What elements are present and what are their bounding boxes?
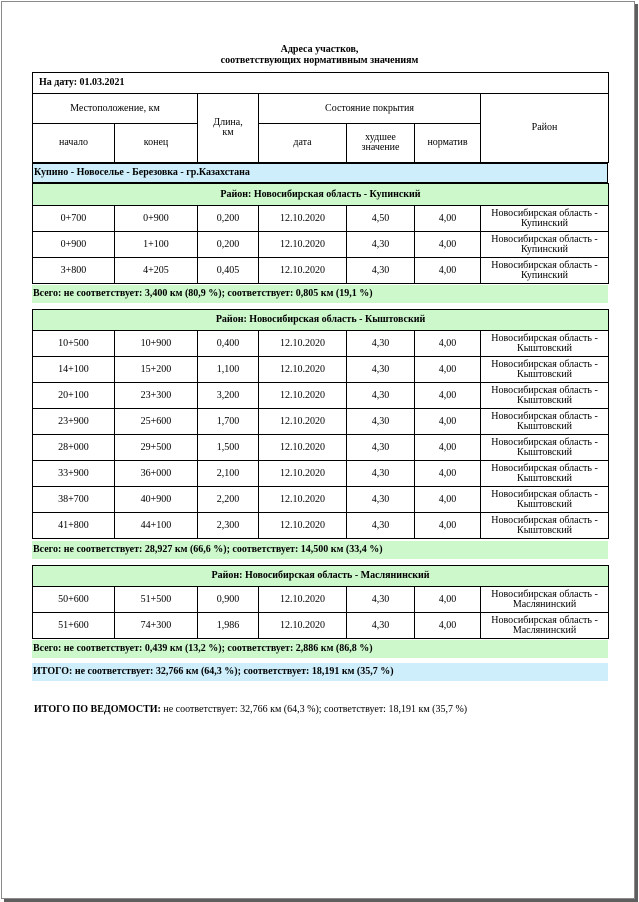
header-table — [32, 72, 609, 163]
cell-date: 12.10.2020 — [259, 487, 347, 513]
cell-start: 51+600 — [33, 613, 115, 639]
cell-district-line: Новосибирская область - — [491, 358, 598, 370]
section-summary: Всего: не соответствует: 0,439 км (13,2 %); соответствует: 2,886 км (86,8 %) — [32, 640, 608, 658]
cell-district-line: Новосибирская область - — [491, 332, 598, 344]
table-row — [33, 206, 609, 232]
cell-worst: 4,30 — [347, 232, 415, 258]
cell-norm: 4,00 — [415, 206, 481, 232]
cell-end: 29+500 — [115, 435, 198, 461]
cell-worst: 4,30 — [347, 258, 415, 284]
length-header-line1: Длина, — [213, 117, 243, 128]
cell-district-line: Маслянинский — [512, 624, 577, 636]
cell-length: 2,200 — [198, 487, 259, 513]
district-title: Район: Новосибирская область - Маслянинский — [33, 566, 609, 587]
cell-district-line: Кыштовский — [517, 498, 573, 510]
grand-total — [34, 704, 594, 715]
grand-total-text: не соответствует: 32,766 км (64,3 %); соответствует: 18,191 км (35,7 %) — [160, 704, 468, 715]
cell-start: 0+900 — [33, 232, 115, 258]
cell-norm: 4,00 — [415, 613, 481, 639]
cell-length: 0,400 — [198, 331, 259, 357]
table-row — [33, 613, 609, 639]
cell-district-line: Новосибирская область - — [491, 436, 598, 448]
condition-header: Состояние покрытия — [259, 94, 481, 124]
length-header — [198, 94, 259, 163]
cell-end: 25+600 — [115, 409, 198, 435]
cell-date: 12.10.2020 — [259, 331, 347, 357]
cell-district-line: Новосибирская область - — [491, 410, 598, 422]
cell-district — [481, 357, 609, 383]
table-row — [33, 331, 609, 357]
cell-district-line: Кыштовский — [517, 368, 573, 380]
cell-district-line: Новосибирская область - — [491, 488, 598, 500]
table-row — [33, 383, 609, 409]
cell-district — [481, 461, 609, 487]
cell-district-line: Новосибирская область - — [491, 384, 598, 396]
cell-norm: 4,00 — [415, 331, 481, 357]
cell-start: 23+900 — [33, 409, 115, 435]
cell-district-line: Кыштовский — [517, 420, 573, 432]
cell-district-line: Новосибирская область - — [491, 514, 598, 526]
cell-district-line: Купинский — [521, 243, 568, 255]
cell-date: 12.10.2020 — [259, 258, 347, 284]
table-row — [33, 232, 609, 258]
cell-end: 0+900 — [115, 206, 198, 232]
cell-end: 40+900 — [115, 487, 198, 513]
cell-norm: 4,00 — [415, 232, 481, 258]
table-row — [33, 357, 609, 383]
norm-header: норматив — [415, 124, 481, 163]
section-summary: Всего: не соответствует: 28,927 км (66,6 %); соответствует: 14,500 км (33,4 %) — [32, 541, 608, 559]
cell-length: 1,500 — [198, 435, 259, 461]
cell-worst: 4,30 — [347, 435, 415, 461]
cell-district-line: Кыштовский — [517, 394, 573, 406]
table-row — [33, 435, 609, 461]
cell-district-line: Новосибирская область - — [491, 614, 598, 626]
cell-end: 44+100 — [115, 513, 198, 539]
cell-start: 50+600 — [33, 587, 115, 613]
cell-norm: 4,00 — [415, 587, 481, 613]
cell-start: 33+900 — [33, 461, 115, 487]
start-header: начало — [33, 124, 115, 163]
cell-end: 10+900 — [115, 331, 198, 357]
grand-total-label: ИТОГО ПО ВЕДОМОСТИ: — [34, 704, 161, 715]
cell-district-line: Купинский — [521, 217, 568, 229]
cell-end: 15+200 — [115, 357, 198, 383]
cell-district-line: Новосибирская область - — [491, 259, 598, 271]
cell-district-line: Кыштовский — [517, 524, 573, 536]
cell-district — [481, 487, 609, 513]
district-header: Район — [481, 94, 609, 163]
cell-district — [481, 232, 609, 258]
cell-norm: 4,00 — [415, 258, 481, 284]
cell-date: 12.10.2020 — [259, 206, 347, 232]
cell-district — [481, 331, 609, 357]
cell-date: 12.10.2020 — [259, 513, 347, 539]
cell-district-line: Новосибирская область - — [491, 462, 598, 474]
cell-district-line: Маслянинский — [512, 598, 577, 610]
cell-norm: 4,00 — [415, 383, 481, 409]
cell-length: 1,700 — [198, 409, 259, 435]
cell-length: 0,200 — [198, 232, 259, 258]
cell-norm: 4,00 — [415, 461, 481, 487]
cell-district — [481, 613, 609, 639]
cell-district — [481, 587, 609, 613]
cell-length: 2,100 — [198, 461, 259, 487]
cell-length: 1,986 — [198, 613, 259, 639]
cell-norm: 4,00 — [415, 487, 481, 513]
cell-norm: 4,00 — [415, 357, 481, 383]
cell-worst: 4,30 — [347, 461, 415, 487]
cell-worst: 4,30 — [347, 613, 415, 639]
table-row — [33, 258, 609, 284]
document-title-line1: Адреса участков, — [280, 44, 359, 55]
cell-length: 1,100 — [198, 357, 259, 383]
cell-length: 3,200 — [198, 383, 259, 409]
cell-date: 12.10.2020 — [259, 409, 347, 435]
cell-district-line: Кыштовский — [517, 446, 573, 458]
cell-date: 12.10.2020 — [259, 587, 347, 613]
section-table-2 — [32, 309, 609, 539]
cell-length: 2,300 — [198, 513, 259, 539]
cell-norm: 4,00 — [415, 513, 481, 539]
cell-date: 12.10.2020 — [259, 357, 347, 383]
cell-end: 1+100 — [115, 232, 198, 258]
cell-end: 4+205 — [115, 258, 198, 284]
worst-header-line1: худшее — [365, 132, 396, 143]
cell-district-line: Новосибирская область - — [491, 207, 598, 219]
cell-worst: 4,30 — [347, 383, 415, 409]
cell-length: 0,900 — [198, 587, 259, 613]
cell-length: 0,200 — [198, 206, 259, 232]
cell-end: 51+500 — [115, 587, 198, 613]
cell-start: 10+500 — [33, 331, 115, 357]
cell-start: 14+100 — [33, 357, 115, 383]
table-row — [33, 487, 609, 513]
cell-district-line: Кыштовский — [517, 342, 573, 354]
district-title: Район: Новосибирская область - Кыштовский — [33, 310, 609, 331]
cell-worst: 4,30 — [347, 487, 415, 513]
road-name: Купино - Новоселье - Березовка - гр.Казахстана — [32, 163, 608, 183]
cell-date: 12.10.2020 — [259, 613, 347, 639]
cell-worst: 4,30 — [347, 409, 415, 435]
cell-norm: 4,00 — [415, 435, 481, 461]
cell-start: 3+800 — [33, 258, 115, 284]
table-row — [33, 513, 609, 539]
cell-district-line: Новосибирская область - — [491, 588, 598, 600]
total-summary: ИТОГО: не соответствует: 32,766 км (64,3 %); соответствует: 18,191 км (35,7 %) — [32, 663, 608, 681]
end-header: конец — [115, 124, 198, 163]
cell-worst: 4,30 — [347, 513, 415, 539]
cell-district — [481, 435, 609, 461]
cell-start: 41+800 — [33, 513, 115, 539]
cell-start: 38+700 — [33, 487, 115, 513]
cell-end: 36+000 — [115, 461, 198, 487]
cell-start: 0+700 — [33, 206, 115, 232]
table-row — [33, 409, 609, 435]
cell-date: 12.10.2020 — [259, 232, 347, 258]
worst-header-line2: значение — [361, 142, 400, 153]
cell-worst: 4,30 — [347, 357, 415, 383]
section-summary: Всего: не соответствует: 3,400 км (80,9 %); соответствует: 0,805 км (19,1 %) — [32, 285, 608, 303]
location-header: Местоположение, км — [33, 94, 198, 124]
cell-date: 12.10.2020 — [259, 461, 347, 487]
cell-norm: 4,00 — [415, 409, 481, 435]
cell-district — [481, 409, 609, 435]
cell-district — [481, 206, 609, 232]
date-header: дата — [259, 124, 347, 163]
cell-district-line: Новосибирская область - — [491, 233, 598, 245]
cell-length: 0,405 — [198, 258, 259, 284]
worst-header — [347, 124, 415, 163]
cell-date: 12.10.2020 — [259, 435, 347, 461]
cell-start: 20+100 — [33, 383, 115, 409]
district-title: Район: Новосибирская область - Купинский — [33, 184, 609, 206]
table-row — [33, 587, 609, 613]
cell-worst: 4,50 — [347, 206, 415, 232]
cell-end: 23+300 — [115, 383, 198, 409]
document-title-line2: соответствующих нормативным значениям — [220, 55, 419, 66]
cell-worst: 4,30 — [347, 331, 415, 357]
cell-district-line: Купинский — [521, 269, 568, 281]
cell-district — [481, 258, 609, 284]
cell-end: 74+300 — [115, 613, 198, 639]
cell-district — [481, 513, 609, 539]
length-header-line2: км — [222, 127, 234, 138]
cell-start: 28+000 — [33, 435, 115, 461]
cell-district — [481, 383, 609, 409]
table-row — [33, 461, 609, 487]
report-date: На дату: 01.03.2021 — [33, 73, 609, 94]
section-table-1 — [32, 183, 609, 284]
section-table-3 — [32, 565, 609, 639]
cell-district-line: Кыштовский — [517, 472, 573, 484]
cell-date: 12.10.2020 — [259, 383, 347, 409]
cell-worst: 4,30 — [347, 587, 415, 613]
